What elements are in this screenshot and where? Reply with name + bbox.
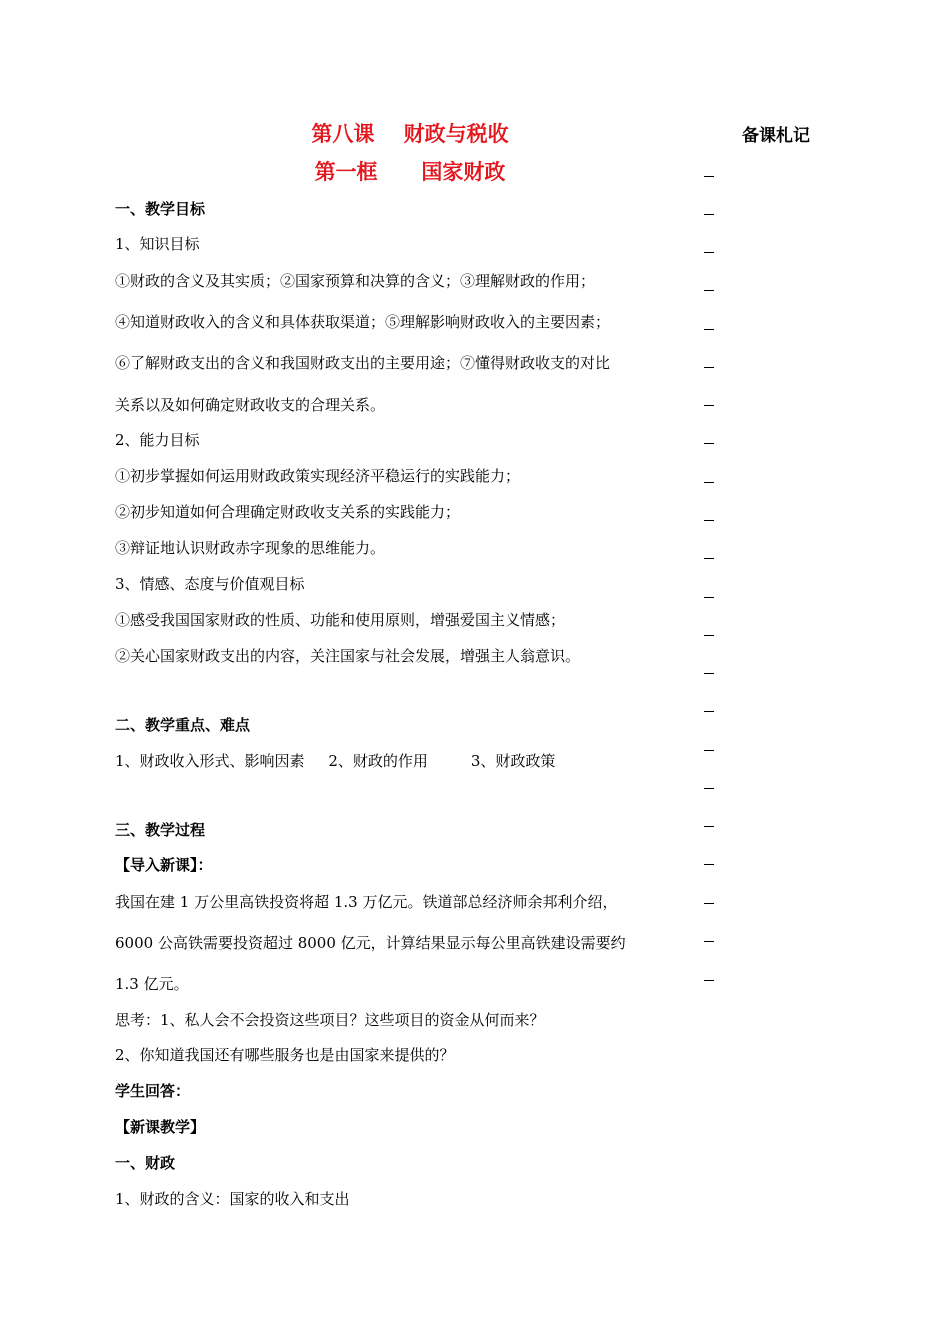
note-line [704,252,714,253]
think-question-2: 2、你知道我国还有哪些服务也是由国家来提供的？ [115,1046,455,1064]
knowledge-item-2: ④知道财政收入的含义和具体获取渠道；⑤理解影响财政收入的主要因素； [115,313,611,331]
note-line [704,788,714,789]
note-line [704,290,714,291]
note-line [704,367,714,368]
note-line [704,635,714,636]
ability-goal-label: 2、能力目标 [115,431,200,449]
note-line [704,826,714,827]
section-title: 第一框 国家财政 [314,160,506,184]
note-line [704,597,714,598]
heading-key-points: 二、教学重点、难点 [115,716,251,734]
intro-text-2: 6000 公高铁需要投资超过 8000 亿元，计算结果显示每公里高铁建设需要约 [115,934,626,952]
ability-item-2: ②初步知道如何合理确定财政收支关系的实践能力； [115,503,461,521]
note-line [704,405,714,406]
note-line [704,443,714,444]
emotion-item-2: ②关心国家财政支出的内容，关注国家与社会发展，增强主人翁意识。 [115,647,581,665]
notes-column-title: 备课札记 [742,126,810,146]
heading-teaching-process: 三、教学过程 [115,821,206,839]
note-line [704,329,714,330]
lesson-title: 第八课 财政与税收 [311,122,509,146]
intro-text-3: 1.3 亿元。 [115,975,189,993]
knowledge-item-4: 关系以及如何确定财政收支的合理关系。 [115,396,386,414]
emotion-item-1: ①感受我国国家财政的性质、功能和使用原则，增强爱国主义情感； [115,611,566,629]
student-answer-label: 学生回答： [115,1082,191,1100]
note-line [704,711,714,712]
emotion-goal-label: 3、情感、态度与价值观目标 [115,575,305,593]
note-line [704,903,714,904]
note-line [704,750,714,751]
section-finance-heading: 一、财政 [115,1154,176,1172]
note-line [704,673,714,674]
note-line [704,214,714,215]
note-line [704,520,714,521]
note-line [704,558,714,559]
heading-teaching-goals: 一、教学目标 [115,200,206,218]
new-lesson-label: 【新课教学】 [115,1118,206,1136]
finance-definition: 1、财政的含义：国家的收入和支出 [115,1190,350,1208]
note-line [704,482,714,483]
knowledge-goal-label: 1、知识目标 [115,235,200,253]
intro-text-1: 我国在建 1 万公里高铁投资将超 1.3 万亿元。铁道部总经济师余邦利介绍， [115,893,618,911]
note-line [704,941,714,942]
note-line [704,980,714,981]
think-question-1: 思考：1、私人会不会投资这些项目？这些项目的资金从何而来？ [115,1011,545,1029]
knowledge-item-3: ⑥了解财政支出的含义和我国财政支出的主要用途；⑦懂得财政收支的对比 [115,354,611,372]
intro-label: 【导入新课】： [115,856,213,874]
ability-item-1: ①初步掌握如何运用财政政策实现经济平稳运行的实践能力； [115,467,521,485]
ability-item-3: ③辩证地认识财政赤字现象的思维能力。 [115,539,386,557]
key-points-list: 1、财政收入形式、影响因素 2、财政的作用 3、财政政策 [115,752,556,770]
note-line [704,176,714,177]
knowledge-item-1: ①财政的含义及其实质；②国家预算和决算的含义；③理解财政的作用； [115,272,596,290]
note-line [704,864,714,865]
